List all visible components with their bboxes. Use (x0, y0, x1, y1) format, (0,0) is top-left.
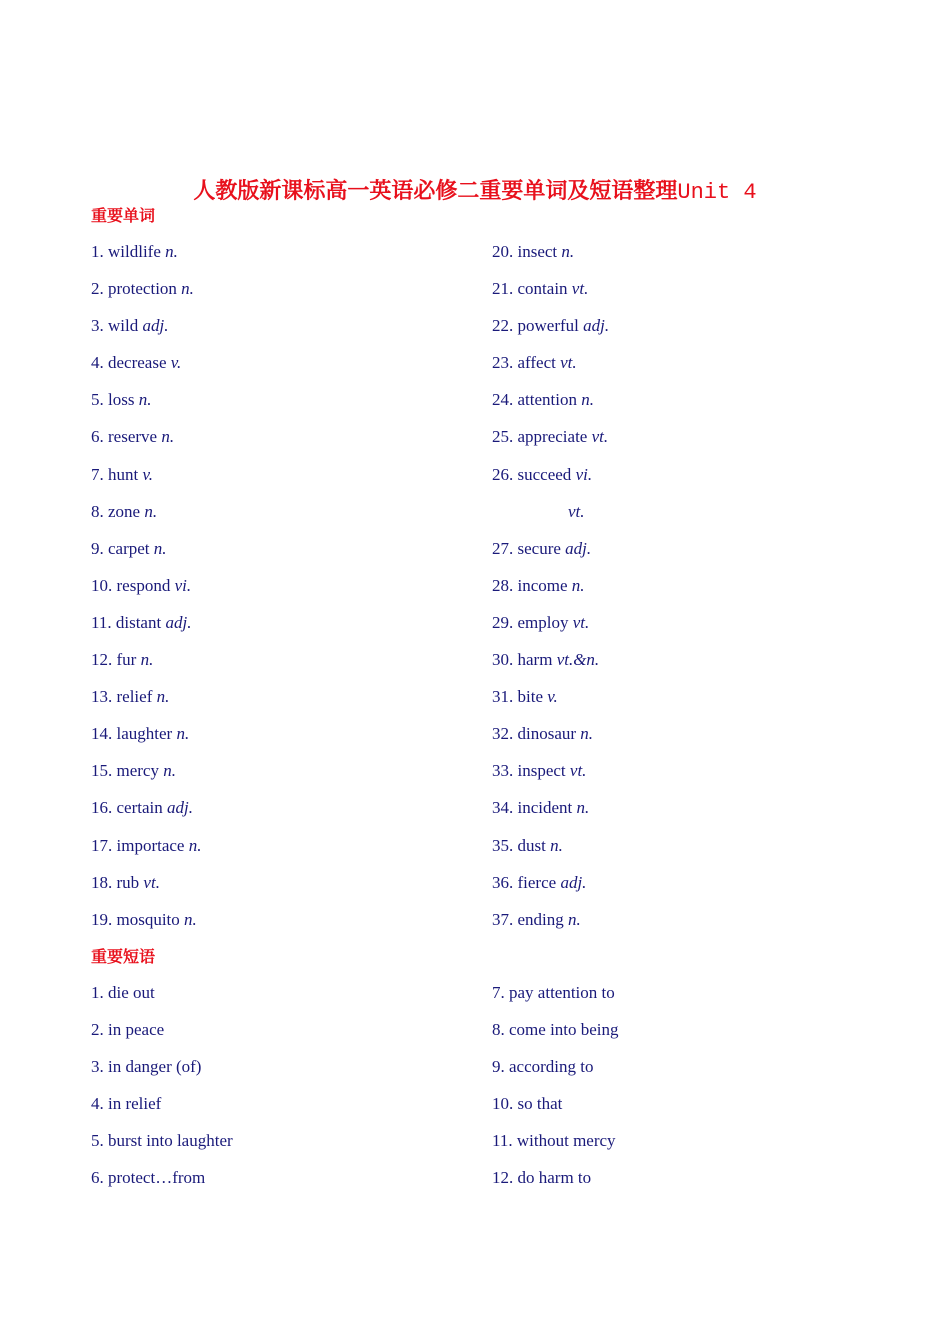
word-text: contain (517, 279, 568, 299)
word-text: income (517, 575, 568, 595)
word-text: powerful (517, 316, 579, 336)
phrase-item: 6. protect…from (91, 1168, 206, 1188)
word-item (91, 426, 492, 463)
word-text: succeed (517, 464, 572, 484)
word-text: rub (116, 872, 140, 892)
part-of-speech: n. (571, 575, 585, 595)
part-of-speech: vt. (591, 427, 609, 447)
part-of-speech: n. (576, 798, 590, 818)
word-text: hunt (108, 464, 139, 484)
part-of-speech: vi. (174, 575, 192, 595)
phrase-item: 8. come into being (492, 1020, 619, 1040)
word-text: respond (116, 575, 171, 595)
word-item (91, 872, 492, 909)
word-item (91, 575, 492, 612)
word-text: carpet (108, 538, 150, 558)
word-number: 11. (91, 612, 112, 632)
word-number: 19. (91, 909, 113, 929)
word-number: 26. (492, 464, 514, 484)
part-of-speech: n. (561, 242, 575, 261)
word-item (492, 723, 871, 760)
word-text: attention (517, 390, 577, 410)
word-number: 17. (91, 835, 113, 855)
word-item (91, 686, 492, 723)
word-number: 28. (492, 575, 514, 595)
word-text: secure (517, 538, 561, 558)
words-list (91, 241, 871, 946)
word-item (492, 797, 871, 834)
word-text: mercy (116, 761, 159, 781)
word-item (91, 612, 492, 649)
word-number: 20. (492, 242, 514, 261)
word-item (492, 575, 871, 612)
word-item (91, 760, 492, 797)
word-number: 31. (492, 687, 514, 707)
word-item (492, 649, 871, 686)
word-item (492, 352, 871, 389)
word-text: incident (517, 798, 573, 818)
word-item (492, 389, 871, 426)
part-of-speech: v. (170, 353, 182, 373)
word-number: 21. (492, 279, 514, 299)
part-of-speech: vt.&n. (556, 650, 600, 670)
phrases-section-heading: 重要短语 (91, 947, 156, 966)
word-number: 15. (91, 761, 113, 781)
word-text: harm (517, 650, 553, 670)
word-item (91, 797, 492, 834)
word-item (492, 612, 871, 649)
word-item (492, 426, 871, 463)
phrase-item: 2. in peace (91, 1020, 165, 1040)
part-of-speech: vt. (560, 353, 577, 373)
word-text: relief (116, 687, 153, 707)
part-of-speech: vi. (575, 464, 593, 484)
word-text: ending (517, 909, 564, 929)
word-item (492, 278, 871, 315)
part-of-speech: n. (156, 687, 170, 707)
phrase-item: 11. without mercy (492, 1131, 616, 1151)
part-of-speech: n. (550, 835, 563, 855)
word-text: loss (108, 390, 135, 410)
part-of-speech: vt. (571, 279, 589, 299)
word-number: 10. (91, 575, 113, 595)
word-number: 9. (91, 538, 104, 558)
word-item (492, 315, 871, 352)
part-of-speech: n. (144, 501, 158, 521)
word-number: 35. (492, 835, 514, 855)
phrases-list (91, 982, 871, 1205)
part-of-speech: n. (581, 390, 594, 410)
word-number: 29. (492, 612, 514, 632)
page-title-chinese: 人教版新课标高一英语必修二重要单词及短语整理 (193, 178, 678, 204)
word-item (91, 501, 492, 538)
word-number: 37. (492, 909, 514, 929)
word-number: 13. (91, 687, 113, 707)
word-item (492, 501, 871, 538)
page-title (0, 176, 950, 208)
word-text: fierce (517, 872, 557, 892)
part-of-speech: v. (547, 687, 558, 707)
part-of-speech: adj. (167, 798, 193, 818)
word-text: mosquito (116, 909, 180, 929)
word-text: dust (517, 835, 546, 855)
word-text: certain (116, 798, 163, 818)
word-text: insect (517, 242, 558, 261)
word-text: inspect (517, 761, 566, 781)
word-item (91, 538, 492, 575)
word-text: affect (517, 353, 556, 373)
word-item (91, 649, 492, 686)
part-of-speech: n. (181, 279, 194, 299)
word-number: 22. (492, 316, 514, 336)
word-text: appreciate (517, 427, 588, 447)
words-section-heading: 重要单词 (91, 206, 156, 225)
phrase-item: 12. do harm to (492, 1168, 592, 1188)
word-text: importace (116, 835, 185, 855)
word-item (492, 872, 871, 909)
part-of-speech: adj. (142, 316, 169, 336)
word-number: 8. (91, 501, 104, 521)
word-item (492, 241, 871, 278)
word-number: 5. (91, 390, 104, 410)
part-of-speech: n. (163, 761, 176, 781)
part-of-speech: vt. (568, 501, 585, 521)
word-item (492, 464, 871, 501)
word-text: distant (115, 612, 162, 632)
part-of-speech: adj. (165, 612, 192, 632)
word-number: 33. (492, 761, 514, 781)
page-title-unit: Unit 4 (677, 180, 757, 205)
word-number: 32. (492, 724, 514, 744)
word-number: 23. (492, 353, 514, 373)
part-of-speech: n. (161, 427, 175, 447)
word-text: fur (116, 650, 137, 670)
word-text: decrease (108, 353, 167, 373)
part-of-speech: n. (176, 724, 190, 744)
word-text: reserve (108, 427, 158, 447)
phrase-item: 4. in relief (91, 1094, 162, 1114)
phrase-item: 3. in danger (of) (91, 1057, 202, 1077)
word-number: 7. (91, 464, 104, 484)
word-item (91, 389, 492, 426)
word-item (91, 909, 492, 946)
part-of-speech: vt. (569, 761, 587, 781)
part-of-speech: vt. (572, 612, 590, 632)
word-number: 1. (91, 242, 104, 261)
word-number: 25. (492, 427, 514, 447)
phrase-item: 7. pay attention to (492, 983, 615, 1002)
word-item (91, 723, 492, 760)
word-number: 34. (492, 798, 514, 818)
word-text: dinosaur (517, 724, 577, 744)
word-number: 16. (91, 798, 113, 818)
word-item (492, 538, 871, 575)
part-of-speech: v. (142, 464, 154, 484)
word-number: 36. (492, 872, 514, 892)
part-of-speech: adj. (565, 538, 592, 558)
word-text: zone (108, 501, 141, 521)
word-number: 27. (492, 538, 514, 558)
phrase-item: 1. die out (91, 983, 155, 1002)
word-text: employ (517, 612, 569, 632)
part-of-speech: n. (140, 650, 154, 670)
word-text: wild (108, 316, 139, 336)
part-of-speech: n. (138, 390, 152, 410)
word-text: protection (108, 279, 177, 299)
word-item (492, 686, 871, 723)
word-number: 6. (91, 427, 104, 447)
word-item (492, 909, 871, 946)
word-item (492, 760, 871, 797)
word-number: 3. (91, 316, 104, 336)
part-of-speech: n. (568, 909, 581, 929)
word-number: 18. (91, 872, 113, 892)
word-number: 2. (91, 279, 104, 299)
phrase-item: 10. so that (492, 1094, 563, 1114)
word-number: 14. (91, 724, 113, 744)
part-of-speech: n. (580, 724, 594, 744)
word-number: 12. (91, 650, 113, 670)
word-text: bite (517, 687, 543, 707)
part-of-speech: n. (188, 835, 202, 855)
part-of-speech: adj. (560, 872, 587, 892)
part-of-speech: n. (153, 538, 167, 558)
part-of-speech: vt. (143, 872, 160, 892)
word-item (91, 352, 492, 389)
phrase-item: 5. burst into laughter (91, 1131, 233, 1151)
word-item (91, 315, 492, 352)
part-of-speech: n. (165, 242, 178, 261)
part-of-speech: n. (184, 909, 197, 929)
word-item (91, 278, 492, 315)
word-number: 4. (91, 353, 104, 373)
part-of-speech: adj. (583, 316, 610, 336)
word-item (91, 835, 492, 872)
word-number: 24. (492, 390, 514, 410)
phrase-item: 9. according to (492, 1057, 594, 1077)
word-item (91, 464, 492, 501)
word-text: laughter (116, 724, 173, 744)
word-item (91, 241, 492, 278)
word-number: 30. (492, 650, 514, 670)
word-item (492, 835, 871, 872)
word-text: wildlife (108, 242, 161, 261)
